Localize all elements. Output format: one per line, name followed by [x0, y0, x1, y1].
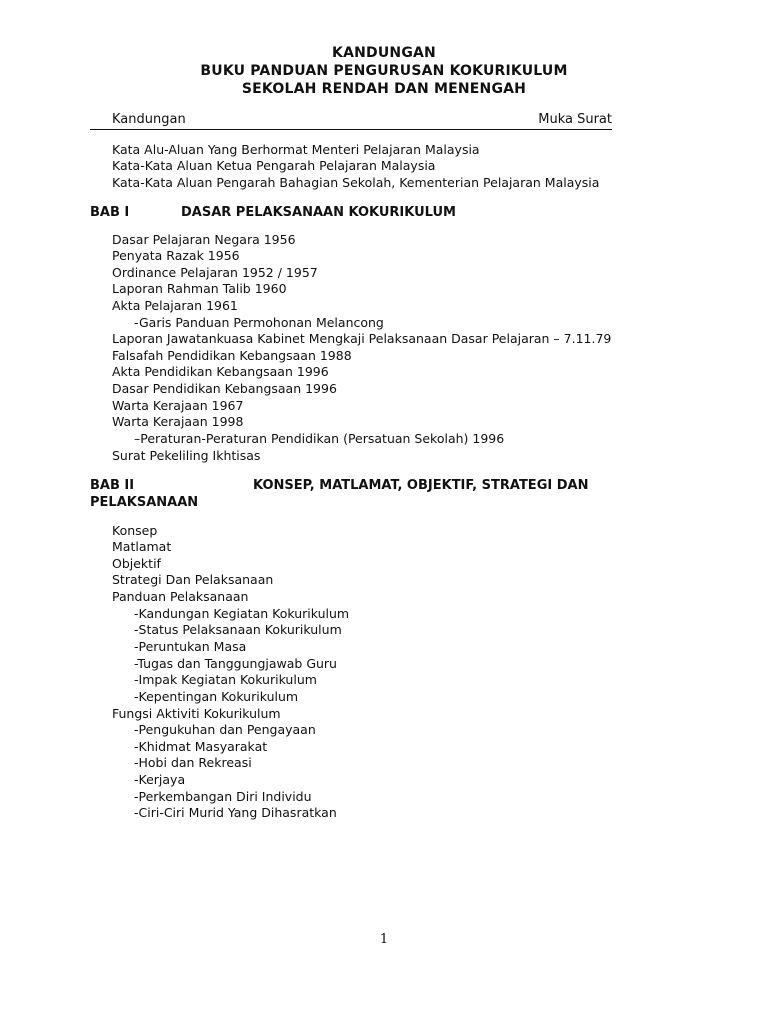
toc-subentry: -Status Pelaksanaan Kokurikulum [134, 622, 342, 637]
toc-entry: Penyata Razak 1956 [112, 248, 240, 263]
chapter-title: DASAR PELAKSANAAN KOKURIKULUM [181, 205, 456, 220]
toc-entry: Akta Pendidikan Kebangsaan 1996 [112, 364, 329, 379]
contents-column-label: Kandungan [112, 112, 186, 127]
toc-entry: Kata-Kata Aluan Ketua Pengarah Pelajaran Malaysia [112, 158, 436, 173]
toc-subentry: -Khidmat Masyarakat [134, 739, 268, 754]
toc-entry: Warta Kerajaan 1967 [112, 398, 244, 413]
toc-subentry: -Tugas dan Tanggungjawab Guru [134, 656, 337, 671]
toc-entry: Laporan Rahman Talib 1960 [112, 281, 287, 296]
toc-subentry: -Kepentingan Kokurikulum [134, 689, 299, 704]
page-column-label: Muka Surat [538, 112, 612, 127]
column-header [90, 111, 612, 130]
toc-entry: Ordinance Pelajaran 1952 / 1957 [112, 265, 318, 280]
toc-entry: Dasar Pelajaran Negara 1956 [112, 232, 296, 247]
toc-entry: Dasar Pendidikan Kebangsaan 1996 [112, 381, 337, 396]
toc-entry: Matlamat [112, 539, 172, 554]
page-number: 1 [379, 932, 389, 947]
toc-entry: Strategi Dan Pelaksanaan [112, 572, 274, 587]
toc-entry: Surat Pekeliling Ikhtisas [112, 448, 261, 463]
title-line-2: BUKU PANDUAN PENGURUSAN KOKURIKULUM [200, 63, 568, 79]
toc-subentry: -Garis Panduan Permohonan Melancong [134, 315, 384, 330]
toc-subentry: -Hobi dan Rekreasi [134, 755, 252, 770]
toc-entry: Laporan Jawatankuasa Kabinet Mengkaji Pelaksanaan Dasar Pelajaran – 7.11.79 [112, 331, 612, 346]
toc-subentry: -Ciri-Ciri Murid Yang Dihasratkan [134, 805, 337, 820]
document-title [0, 44, 768, 98]
chapter-number: BAB I [90, 205, 130, 220]
toc-entry: Kata Alu-Aluan Yang Berhormat Menteri Pelajaran Malaysia [112, 142, 480, 157]
toc-subentry: -Perkembangan Diri Individu [134, 789, 312, 804]
title-line-1: KANDUNGAN [332, 45, 436, 61]
toc-entry: Konsep [112, 523, 158, 538]
toc-subentry: -Kerjaya [134, 772, 186, 787]
toc-subentry: -Pengukuhan dan Pengayaan [134, 722, 316, 737]
chapter-number: BAB II [90, 478, 135, 493]
title-line-3: SEKOLAH RENDAH DAN MENENGAH [241, 81, 527, 97]
chapter-title-continued: PELAKSANAAN [90, 495, 199, 510]
toc-subentry: –Peraturan-Peraturan Pendidikan (Persatuan Sekolah) 1996 [134, 431, 505, 446]
chapter-title: KONSEP, MATLAMAT, OBJEKTIF, STRATEGI DAN [253, 478, 589, 493]
toc-entry: Panduan Pelaksanaan [112, 589, 249, 604]
toc-subentry: -Impak Kegiatan Kokurikulum [134, 672, 317, 687]
toc-entry: Kata-Kata Aluan Pengarah Bahagian Sekolah, Kementerian Pelajaran Malaysia [112, 175, 600, 190]
toc-subentry: -Peruntukan Masa [134, 639, 247, 654]
toc-entry: Warta Kerajaan 1998 [112, 414, 244, 429]
toc-entry: Fungsi Aktiviti Kokurikulum [112, 706, 281, 721]
toc-entry: Falsafah Pendidikan Kebangsaan 1988 [112, 348, 352, 363]
toc-subentry: -Kandungan Kegiatan Kokurikulum [134, 606, 350, 621]
toc-entry: Akta Pelajaran 1961 [112, 298, 238, 313]
toc-entry: Objektif [112, 556, 161, 571]
